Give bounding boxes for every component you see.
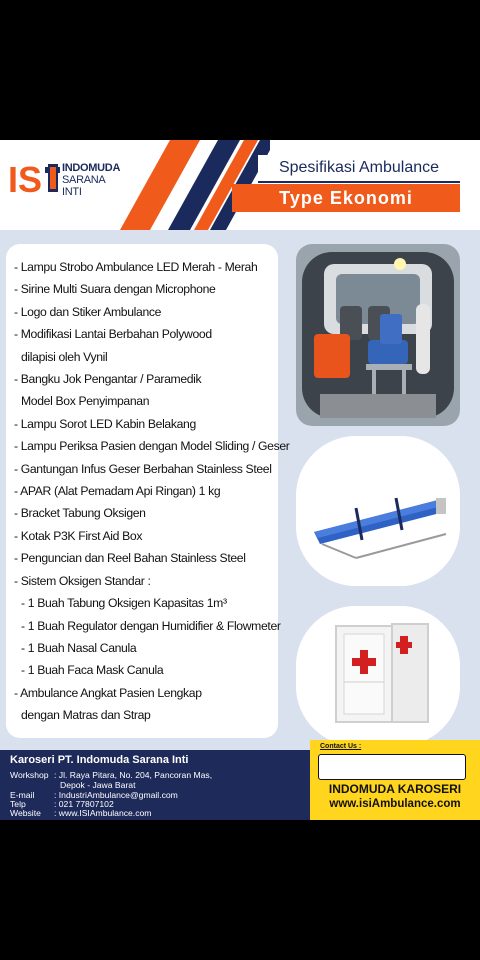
spec-list (6, 244, 290, 727)
stretcher-icon (296, 436, 460, 586)
footer-value: : IndustriAmbulance@gmail.com (54, 790, 178, 800)
footer-value: : Jl. Raya Pitara, No. 204, Pancoran Mas, (54, 770, 213, 780)
logo-text-line3: INTI (62, 186, 82, 198)
spec-item: Model Box Penyimpanan (21, 394, 150, 409)
spec-item: - 1 Buah Regulator dengan Humidifier & Flowmeter (21, 618, 281, 633)
first-aid-box-icon (296, 606, 460, 746)
contact-label: Contact Us : (320, 743, 362, 750)
brand-name: INDOMUDA KAROSERI (328, 782, 462, 796)
spec-item: - Penguncian dan Reel Bahan Stainless Steel (14, 551, 246, 566)
logo-text-line1: INDOMUDA (62, 162, 121, 174)
footer-label: Telp (10, 799, 26, 809)
spec-item: - Lampu Sorot LED Kabin Belakang (14, 416, 196, 431)
header (0, 140, 480, 230)
type-badge: Type Ekonomi (232, 184, 460, 212)
spec-item: - Bracket Tabung Oksigen (14, 506, 146, 521)
ambulance-spec-flyer (0, 140, 480, 820)
spec-item: - Lampu Periksa Pasien dengan Model Sliding / Geser (14, 439, 290, 454)
spec-item: - Gantungan Infus Geser Berbahan Stainless Steel (14, 461, 272, 476)
spec-item: - Ambulance Angkat Pasien Lengkap (14, 685, 202, 700)
spec-item: - Sirine Multi Suara dengan Microphone (14, 282, 216, 297)
spec-list-card (6, 244, 290, 738)
footer-label: E-mail (10, 790, 35, 800)
footer-label: Workshop (10, 770, 49, 780)
footer-row-website (10, 808, 151, 818)
footer-company-name: Karoseri PT. Indomuda Sarana Inti (10, 754, 189, 766)
spec-item: - Logo dan Stiker Ambulance (14, 304, 162, 319)
footer-row-workshop (10, 770, 212, 780)
spec-item: - 1 Buah Faca Mask Canula (21, 663, 164, 678)
ambulance-interior-photo (296, 244, 460, 426)
ambulance-interior-icon (296, 244, 460, 426)
isi-cross-icon (8, 156, 60, 200)
spec-item: dengan Matras dan Strap (21, 708, 151, 723)
footer-label: Website (10, 808, 41, 818)
spec-item: - Modifikasi Lantai Berbahan Polywood (14, 327, 212, 342)
spec-item: dilapisi oleh Vynil (21, 349, 108, 364)
spec-item: - Sistem Oksigen Standar : (14, 573, 151, 588)
first-aid-box-photo (296, 606, 460, 746)
stretcher-photo (296, 436, 460, 586)
logo-text-line2: SARANA (62, 174, 106, 186)
spec-item: - Lampu Strobo Ambulance LED Merah - Merah (14, 260, 258, 274)
footer-value: Depok - Jawa Barat (60, 780, 136, 790)
spec-item: - 1 Buah Tabung Oksigen Kapasitas 1m³ (21, 596, 227, 611)
footer-value: : 021 77807102 (54, 799, 114, 809)
footer-value: : www.ISIAmbulance.com (54, 808, 152, 818)
brand-website: www.isiAmbulance.com (329, 798, 461, 810)
svg-text:IS: IS (8, 159, 43, 200)
spec-title: Spesifikasi Ambulance (258, 155, 460, 183)
contact-panel (310, 740, 480, 820)
contact-box (318, 754, 466, 780)
spec-item: - APAR (Alat Pemadam Api Ringan) 1 kg (14, 484, 221, 499)
spec-item: - 1 Buah Nasal Canula (21, 640, 137, 655)
spec-item: - Bangku Jok Pengantar / Paramedik (14, 372, 202, 387)
footer-row-address (10, 780, 135, 790)
spec-item: - Kotak P3K First Aid Box (14, 528, 143, 543)
